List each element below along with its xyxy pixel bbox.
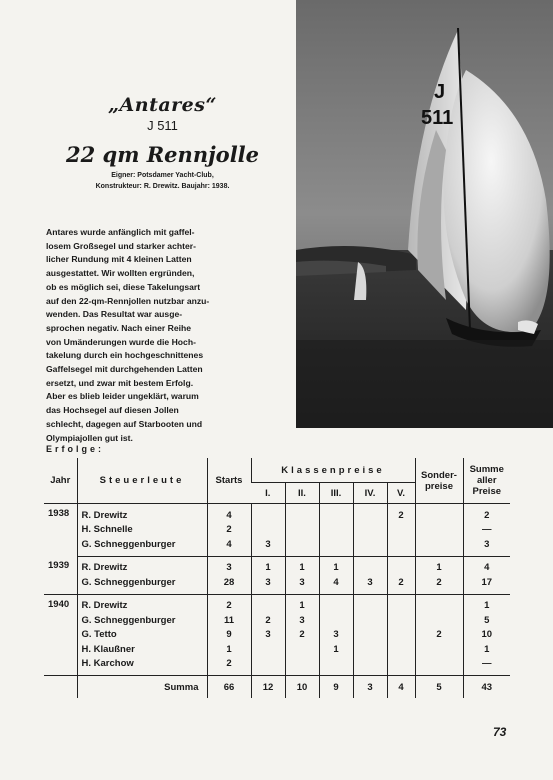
sum-class-2: 10: [285, 676, 319, 699]
class-2-cell: 1: [285, 594, 319, 613]
class-3-cell: 1: [319, 642, 353, 657]
helmsman-cell: R. Drewitz: [77, 556, 207, 575]
text-line: wenden. Das Resultat war ausge-: [46, 309, 183, 320]
header-sonderpreise-line: preise: [425, 480, 453, 492]
class-3-cell: [319, 537, 353, 556]
class-3-cell: [319, 504, 353, 523]
special-cell: 1: [415, 556, 463, 575]
sum-class-3: 9: [319, 676, 353, 699]
helmsman-cell: H. Karchow: [77, 657, 207, 676]
text-line: takelung durch ein hochgeschnittenes: [46, 350, 204, 361]
starts-cell: 1: [207, 642, 251, 657]
year-cell: 1939: [44, 556, 77, 594]
results-heading: Erfolge:: [46, 444, 105, 454]
class-1-cell: 2: [251, 613, 285, 628]
starts-cell: 2: [207, 657, 251, 676]
starts-cell: 2: [207, 594, 251, 613]
header-klassenpreise: Klassenpreise: [251, 458, 415, 483]
total-cell: 3: [463, 537, 510, 556]
starts-cell: 11: [207, 613, 251, 628]
class-4-cell: [353, 613, 387, 628]
class-1-cell: 3: [251, 628, 285, 643]
class-3-cell: [319, 523, 353, 538]
special-cell: [415, 594, 463, 613]
helmsman-cell: R. Drewitz: [77, 504, 207, 523]
sum-special: 5: [415, 676, 463, 699]
page-number: 73: [493, 725, 507, 739]
table-row: [44, 642, 510, 657]
total-cell: 10: [463, 628, 510, 643]
special-cell: [415, 613, 463, 628]
text-line: ausgestattet. Wir wollten ergründen,: [46, 268, 195, 279]
text-line: losem Großsegel und starker achter-: [46, 240, 196, 251]
header-sonderpreise-line: Sonder-: [421, 469, 457, 481]
table-row: [44, 556, 510, 575]
table-row: [44, 504, 510, 523]
table-row: [44, 575, 510, 594]
sum-class-4: 3: [353, 676, 387, 699]
class-2-cell: [285, 504, 319, 523]
header-sonderpreise: [415, 458, 463, 504]
text-line: ersetzt, und zwar mit bestem Erfolg.: [46, 377, 194, 388]
table-row: [44, 657, 510, 676]
class-3-cell: 4: [319, 575, 353, 594]
total-cell: 4: [463, 556, 510, 575]
class-4-cell: [353, 628, 387, 643]
class-5-cell: [387, 628, 415, 643]
class-4-cell: [353, 504, 387, 523]
boat-name: „Antares“: [108, 94, 217, 116]
sum-total: 43: [463, 676, 510, 699]
table-row: [44, 523, 510, 538]
helmsman-cell: G. Tetto: [77, 628, 207, 643]
helmsman-cell: H. Klaußner: [77, 642, 207, 657]
class-3-cell: 1: [319, 556, 353, 575]
class-5-cell: [387, 556, 415, 575]
class-5-cell: [387, 657, 415, 676]
class-4-cell: [353, 556, 387, 575]
table-row: [44, 628, 510, 643]
class-5-cell: 2: [387, 504, 415, 523]
special-cell: [415, 642, 463, 657]
header-summe-line: Summe: [469, 464, 504, 475]
text-line: Gaffelsegel mit durchgehenden Latten: [46, 364, 203, 375]
sail-number: J 511: [147, 118, 178, 133]
table-row: [44, 594, 510, 613]
text-line: Olympiajollen gut ist.: [46, 432, 133, 443]
class-4-cell: [353, 657, 387, 676]
starts-cell: 3: [207, 556, 251, 575]
helmsman-cell: G. Schneggenburger: [77, 613, 207, 628]
class-1-cell: [251, 657, 285, 676]
header-class-4: IV.: [353, 483, 387, 504]
total-cell: 1: [463, 642, 510, 657]
year-cell: 1940: [44, 594, 77, 676]
sum-class-1: 12: [251, 676, 285, 699]
class-1-cell: 1: [251, 556, 285, 575]
starts-cell: 2: [207, 523, 251, 538]
sum-row: [44, 676, 510, 699]
helmsman-cell: H. Schnelle: [77, 523, 207, 538]
class-1-cell: 3: [251, 575, 285, 594]
class-4-cell: [353, 523, 387, 538]
header-class-2: II.: [285, 483, 319, 504]
starts-cell: 9: [207, 628, 251, 643]
class-4-cell: [353, 537, 387, 556]
class-5-cell: [387, 523, 415, 538]
class-3-cell: [319, 613, 353, 628]
header-class-1: I.: [251, 483, 285, 504]
class-2-cell: 2: [285, 628, 319, 643]
starts-cell: 4: [207, 537, 251, 556]
description-paragraph: [46, 226, 288, 445]
text-line: schlecht, dagegen auf Starbooten und: [46, 418, 203, 429]
total-cell: 17: [463, 575, 510, 594]
special-cell: 2: [415, 575, 463, 594]
class-5-cell: [387, 642, 415, 657]
helmsman-cell: G. Schneggenburger: [77, 537, 207, 556]
class-5-cell: 2: [387, 575, 415, 594]
class-1-cell: 3: [251, 537, 285, 556]
sum-label: Summa: [77, 676, 207, 699]
header-summe-line: aller: [476, 475, 497, 486]
class-3-cell: [319, 657, 353, 676]
owner-line: Eigner: Potsdamer Yacht-Club,: [111, 172, 214, 179]
text-line: das Hochsegel auf diesen Jollen: [46, 405, 179, 416]
text-line: auf den 22-qm-Rennjollen nutzbar anzu-: [46, 295, 210, 306]
class-1-cell: [251, 594, 285, 613]
text-line: ob es möglich sei, diese Takelungsart: [46, 281, 201, 292]
class-4-cell: [353, 594, 387, 613]
class-2-cell: [285, 642, 319, 657]
header-steuerleute: Steuerleute: [77, 458, 207, 504]
class-2-cell: [285, 537, 319, 556]
sail-letter: J: [434, 81, 446, 103]
starts-cell: 28: [207, 575, 251, 594]
special-cell: [415, 504, 463, 523]
table-row: [44, 613, 510, 628]
year-cell: 1938: [48, 508, 70, 519]
helmsman-cell: G. Schneggenburger: [77, 575, 207, 594]
class-5-cell: [387, 613, 415, 628]
class-3-cell: 3: [319, 628, 353, 643]
special-cell: [415, 657, 463, 676]
sum-starts: 66: [207, 676, 251, 699]
class-2-cell: 1: [285, 556, 319, 575]
special-cell: 2: [415, 628, 463, 643]
class-1-cell: [251, 523, 285, 538]
class-3-cell: [319, 594, 353, 613]
header-class-5: V.: [387, 483, 415, 504]
header-jahr: Jahr: [44, 458, 77, 504]
table-row: [44, 537, 510, 556]
class-5-cell: [387, 537, 415, 556]
special-cell: [415, 537, 463, 556]
text-line: licher Rundung mit 4 kleinen Latten: [46, 254, 192, 265]
text-line: Antares wurde anfänglich mit gaffel-: [46, 227, 195, 237]
results-table: [44, 458, 510, 698]
class-4-cell: 3: [353, 575, 387, 594]
class-1-cell: [251, 504, 285, 523]
sail-number-marking: 511: [421, 107, 454, 129]
boat-class: 22 qm Rennjolle: [65, 142, 260, 167]
starts-cell: 4: [207, 504, 251, 523]
header-summe: [463, 458, 510, 504]
text-line: von Umänderungen wurde die Hoch-: [46, 336, 196, 347]
total-cell: —: [463, 657, 510, 676]
class-4-cell: [353, 642, 387, 657]
header-class-3: III.: [319, 483, 353, 504]
class-2-cell: [285, 523, 319, 538]
total-cell: 1: [463, 594, 510, 613]
header-starts: Starts: [207, 458, 251, 504]
class-5-cell: [387, 594, 415, 613]
text-line: Aber es blieb leider ungeklärt, warum: [46, 391, 199, 402]
class-2-cell: [285, 657, 319, 676]
header-summe-line: Preise: [472, 486, 502, 497]
sum-class-5: 4: [387, 676, 415, 699]
sailboat-photo: [296, 0, 553, 428]
helmsman-cell: R. Drewitz: [77, 594, 207, 613]
total-cell: —: [463, 523, 510, 538]
designer-line: Konstrukteur: R. Drewitz. Baujahr: 1938.: [95, 183, 230, 190]
class-2-cell: 3: [285, 613, 319, 628]
total-cell: 2: [463, 504, 510, 523]
total-cell: 5: [463, 613, 510, 628]
special-cell: [415, 523, 463, 538]
class-2-cell: 3: [285, 575, 319, 594]
text-line: sprochen negativ. Nach einer Reihe: [46, 322, 192, 333]
class-1-cell: [251, 642, 285, 657]
